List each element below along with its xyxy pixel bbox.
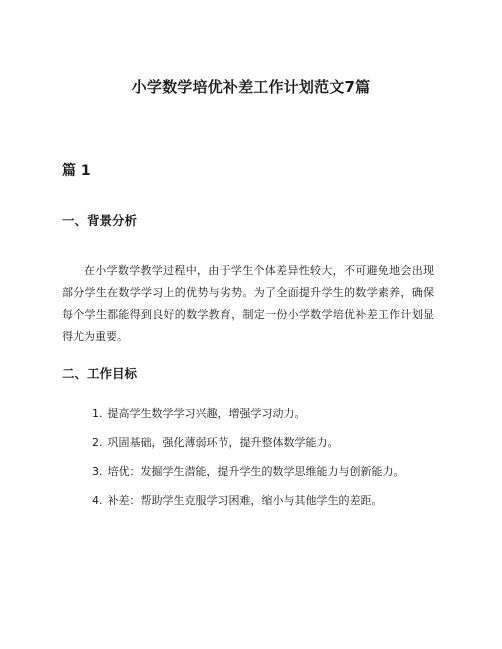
list-item-text: 培优：发掘学生潜能，提升学生的数学思维能力与创新能力。 bbox=[107, 465, 405, 478]
document-title: 小学数学培优补差工作计划范文7篇 bbox=[131, 78, 371, 96]
section-heading-goals: 二、工作目标 bbox=[62, 366, 138, 381]
part-heading: 篇 1 bbox=[62, 163, 91, 179]
list-item bbox=[92, 464, 405, 493]
list-item-text: 补差：帮助学生克服学习困难，缩小与其他学生的差距。 bbox=[107, 494, 383, 507]
list-item-number: 4. bbox=[92, 494, 103, 507]
section-heading-background: 一、背景分析 bbox=[62, 213, 138, 228]
list-item bbox=[92, 406, 405, 435]
list-item bbox=[92, 493, 405, 522]
list-item-number: 1. bbox=[92, 407, 103, 420]
list-item-number: 3. bbox=[92, 465, 103, 478]
background-paragraph: 在小学数学教学过程中，由于学生个体差异性较大，不可避免地会出现部分学生在数学学习上的优势与劣势。为了全面提升学生的数学素养，确保每个学生都能得到良好的数学教育，制定一份小学数学培优补差工作计划显得尤为重要。 bbox=[62, 264, 434, 343]
list-item bbox=[92, 435, 405, 464]
list-item-number: 2. bbox=[92, 436, 103, 449]
list-item-text: 提高学生数学学习兴趣，增强学习动力。 bbox=[107, 407, 306, 420]
goals-list bbox=[92, 406, 405, 522]
list-item-text: 巩固基础，强化薄弱环节，提升整体数学能力。 bbox=[107, 436, 339, 449]
